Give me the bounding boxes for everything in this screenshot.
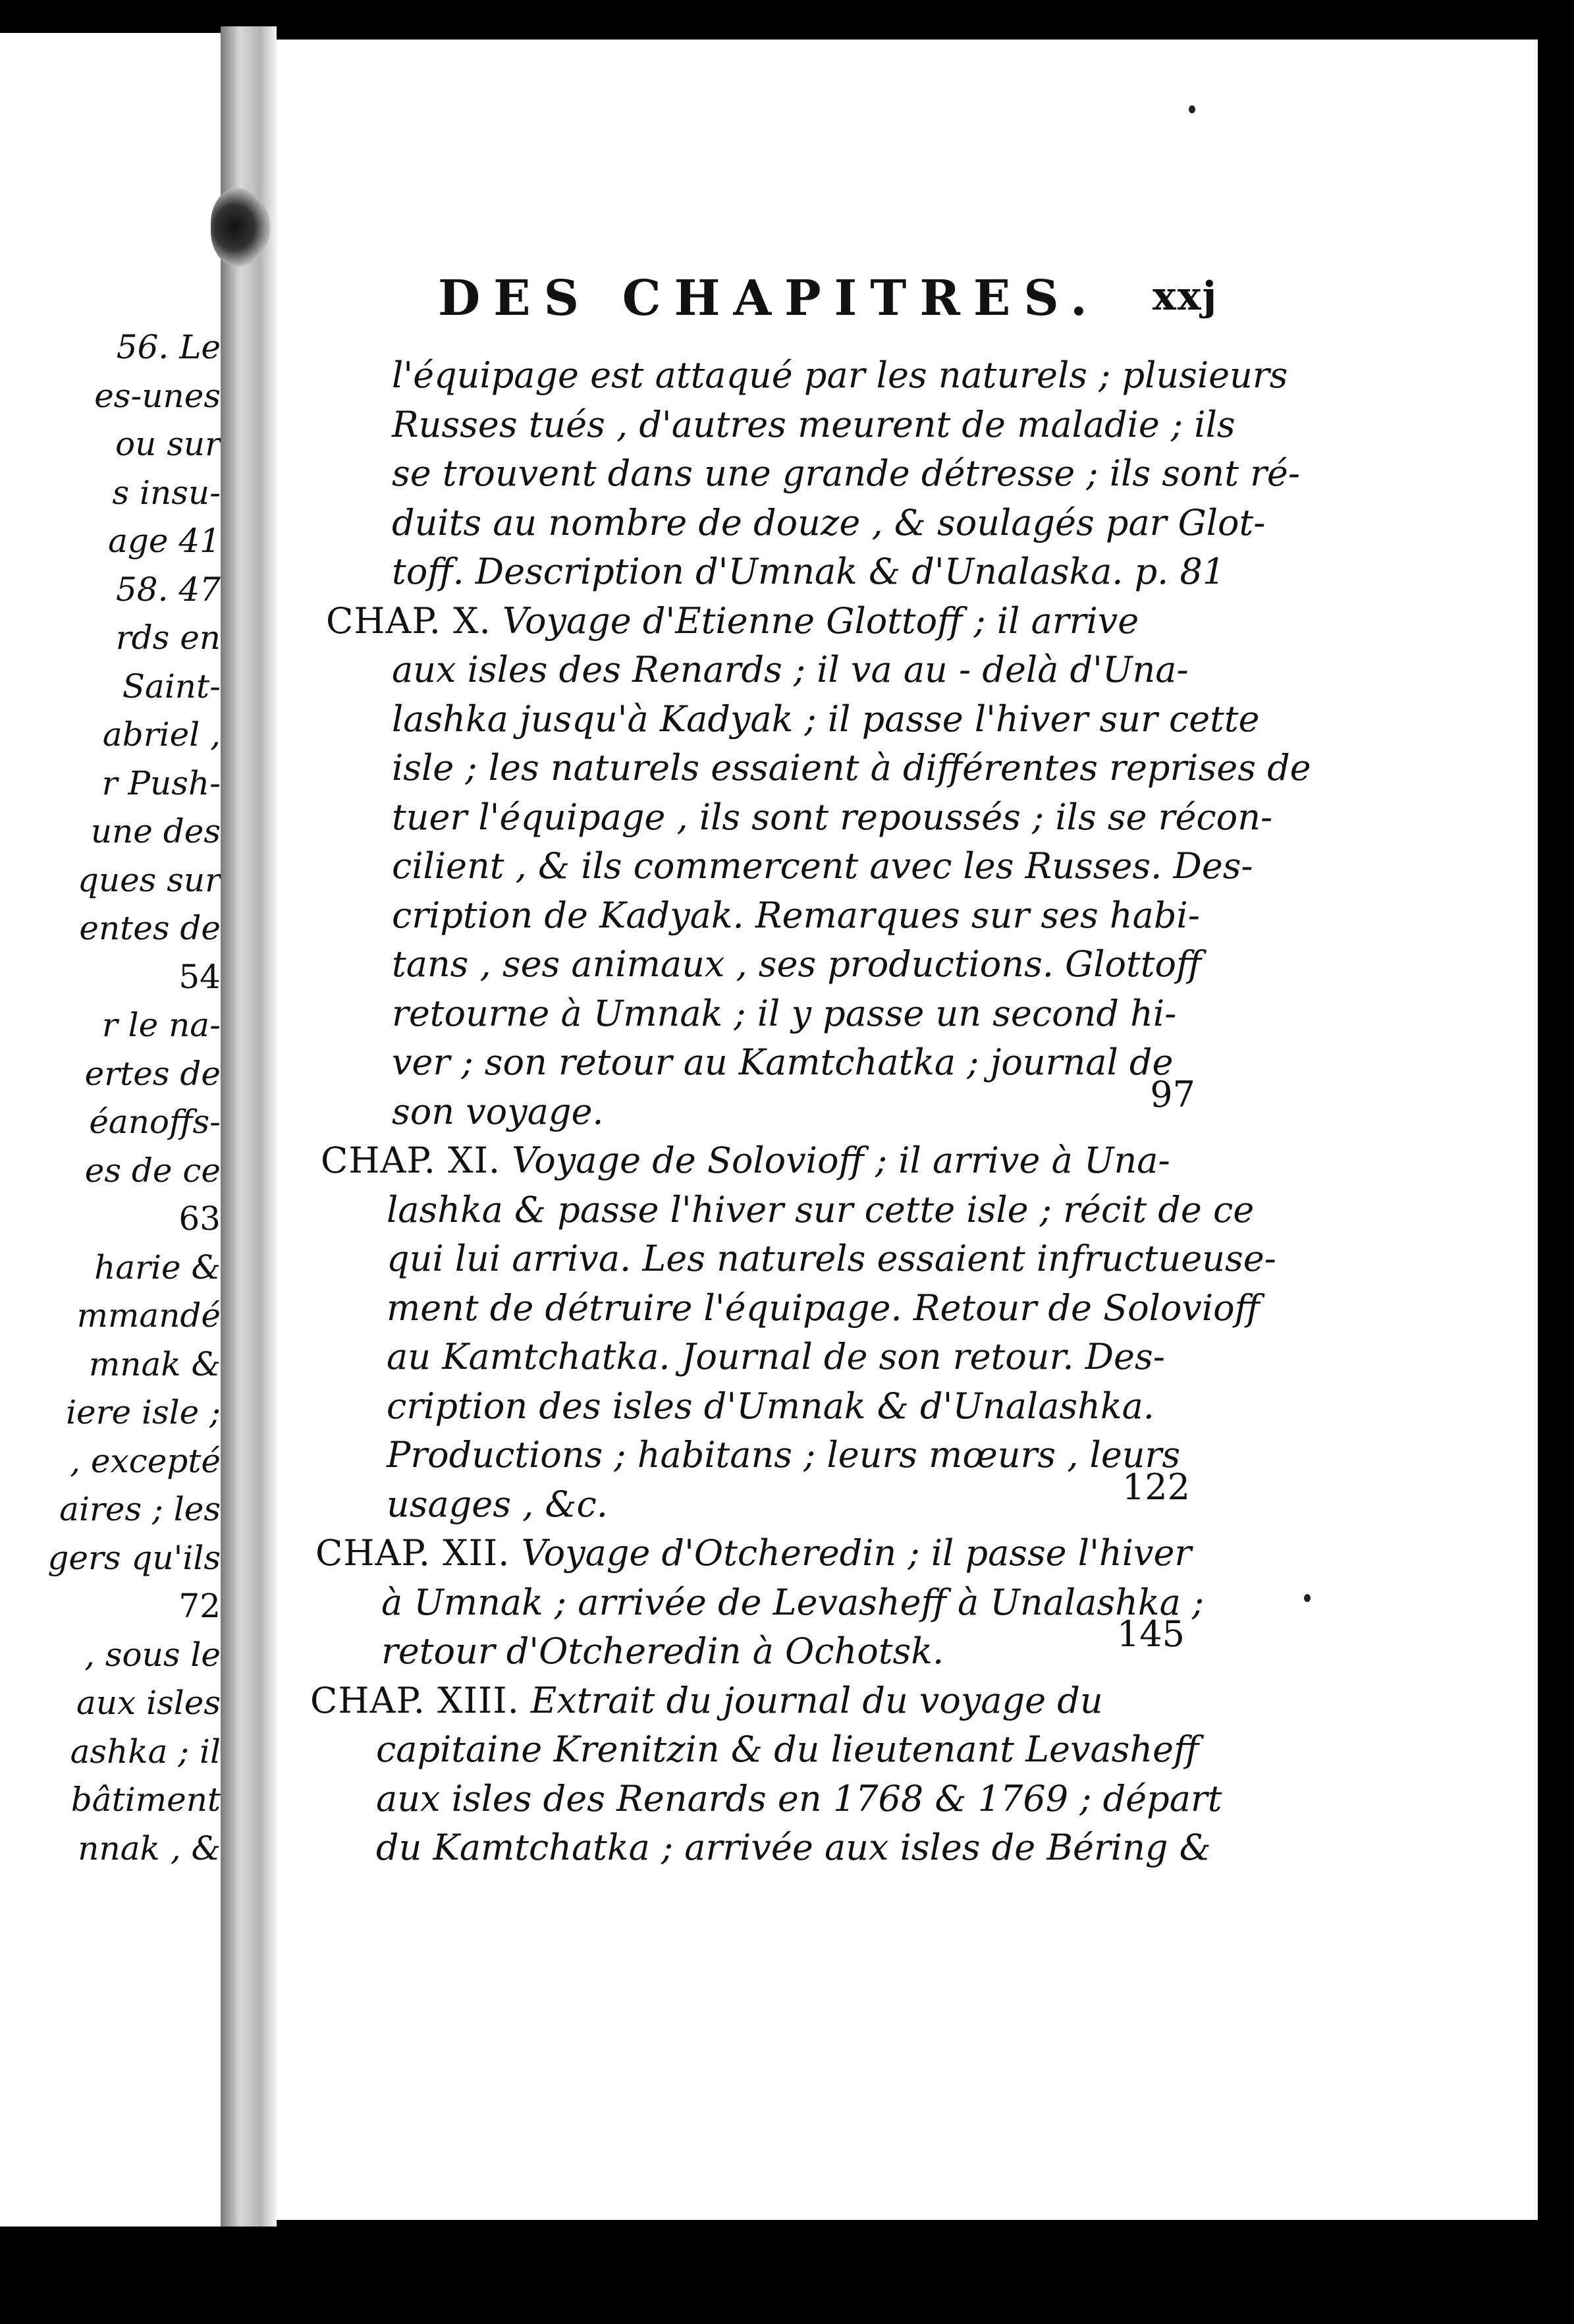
- left-page-line: r le na-: [101, 1006, 221, 1044]
- chapter-entry-heading: [326, 601, 1139, 641]
- chapter-first-line: Extrait du journal du voyage du: [530, 1679, 1103, 1721]
- left-page-line: éanoffs-: [89, 1103, 221, 1141]
- speck-mark: [1304, 1594, 1311, 1602]
- page-number-ref: 97: [1150, 1073, 1195, 1115]
- text-line: capitaine Krenitzin & du lieutenant Levasheff: [376, 1729, 1199, 1770]
- left-page-line: 58. 47: [115, 570, 221, 609]
- text-line: à Umnak ; arrivée de Levasheff à Unalashka ;: [381, 1581, 1205, 1623]
- chapter-label: CHAP. X.: [326, 599, 491, 642]
- left-page-line: aux isles: [76, 1684, 221, 1722]
- left-page-line: , sous le: [84, 1635, 221, 1674]
- text-line: usages , &c.: [387, 1483, 608, 1525]
- left-page-line: aires ; les: [59, 1490, 221, 1528]
- text-line: l'équipage est attaqué par les naturels ; plusieurs: [392, 354, 1288, 396]
- chapter-label: CHAP. XII.: [315, 1532, 510, 1574]
- left-page-line: nnak , &: [78, 1829, 221, 1868]
- text-line: aux isles des Renards ; il va au - delà d'Una-: [392, 649, 1189, 690]
- left-page-line: es-unes: [94, 376, 221, 415]
- left-page-line: harie &: [94, 1248, 221, 1286]
- left-page-line: mmandé: [76, 1296, 221, 1335]
- text-line: Russes tués , d'autres meurent de maladie ; ils: [392, 403, 1235, 445]
- left-page-line: entes de: [79, 909, 221, 947]
- left-page-line: s insu-: [112, 473, 221, 512]
- left-page-line: Saint-: [122, 667, 221, 706]
- text-line: au Kamtchatka. Journal de son retour. Des-: [387, 1336, 1165, 1377]
- chapter-entry-heading: [310, 1681, 1103, 1721]
- left-page-line: mnak &: [88, 1344, 221, 1383]
- text-line: lashka & passe l'hiver sur cette isle ; récit de ce: [387, 1188, 1255, 1231]
- running-head: DES CHAPITRES.: [438, 270, 1100, 327]
- text-line: ver ; son retour au Kamtchatka ; journal de: [392, 1041, 1174, 1083]
- page-number-ref: 122: [1122, 1466, 1190, 1508]
- text-line: du Kamtchatka ; arrivée aux isles de Béring &: [376, 1827, 1211, 1868]
- left-page-line: ertes de: [84, 1054, 221, 1093]
- left-page-line: une des: [90, 812, 221, 850]
- speck-mark: [1189, 105, 1195, 113]
- left-page-line: 72: [178, 1587, 221, 1625]
- left-page-line: es de ce: [84, 1151, 221, 1190]
- left-page-line: iere isle ;: [66, 1393, 221, 1431]
- text-line: isle ; les naturels essaient à différentes reprises de: [392, 747, 1311, 788]
- text-line: tans , ses animaux , ses productions. Glottoff: [392, 943, 1202, 985]
- text-line: se trouvent dans une grande détresse ; ils sont ré-: [392, 453, 1301, 494]
- left-page-line: rds en: [115, 619, 221, 657]
- text-line: toff. Description d'Umnak & d'Unalaska. p. 81: [392, 551, 1226, 592]
- text-line: lashka jusqu'à Kadyak ; il passe l'hiver sur cette: [392, 698, 1260, 740]
- left-page-line: ashka ; il: [70, 1732, 221, 1771]
- chapter-entry-heading: [321, 1141, 1170, 1180]
- text-line: ment de détruire l'équipage. Retour de Solovioff: [387, 1286, 1260, 1329]
- chapter-entry-heading: [315, 1534, 1191, 1573]
- left-page-line: ou sur: [115, 425, 221, 463]
- left-page-line: abriel ,: [102, 715, 221, 754]
- binding-stitch-mark: [211, 188, 270, 267]
- chapter-first-line: Voyage d'Etienne Glottoff ; il arrive: [502, 599, 1139, 642]
- text-line: cription des isles d'Umnak & d'Unalashka.: [387, 1385, 1154, 1427]
- chapter-label: CHAP. XIII.: [310, 1679, 520, 1721]
- main-page: [277, 40, 1538, 2220]
- chapter-label: CHAP. XI.: [321, 1140, 501, 1181]
- page-folio: xxj: [1153, 273, 1218, 319]
- left-page-line: ques sur: [77, 860, 221, 899]
- left-page-line: bâtiment: [70, 1781, 221, 1819]
- text-line: son voyage.: [392, 1090, 604, 1132]
- text-line: retour d'Otcheredin à Ochotsk.: [381, 1630, 944, 1672]
- left-page-line: r Push-: [101, 763, 221, 802]
- text-line: Productions ; habitans ; leurs mœurs , leurs: [387, 1434, 1181, 1476]
- left-page-line: , excepté: [70, 1441, 221, 1480]
- text-line: qui lui arriva. Les naturels essaient infructueuse-: [387, 1238, 1276, 1279]
- page-number-ref: 145: [1116, 1613, 1185, 1655]
- left-page-line: 63: [178, 1200, 221, 1238]
- left-page-line: 56. Le: [116, 328, 221, 366]
- facing-page-left: [0, 33, 221, 2227]
- text-line: duits au nombre de douze , & soulagés par Glot-: [392, 501, 1266, 543]
- text-line: cription de Kadyak. Remarques sur ses habi-: [392, 894, 1200, 936]
- chapter-first-line: Voyage de Solovioff ; il arrive à Una-: [512, 1140, 1170, 1181]
- book-gutter: [221, 26, 277, 2227]
- left-page-line: gers qu'ils: [47, 1538, 221, 1577]
- text-line: tuer l'équipage , ils sont repoussés ; ils se récon-: [392, 796, 1273, 838]
- left-page-line: 54: [178, 957, 221, 996]
- left-page-line: age 41: [108, 522, 221, 560]
- text-line: aux isles des Renards en 1768 & 1769 ; départ: [376, 1777, 1222, 1819]
- text-line: retourne à Umnak ; il y passe un second hi-: [392, 992, 1177, 1034]
- text-line: cilient , & ils commercent avec les Russes. Des-: [392, 845, 1253, 887]
- chapter-first-line: Voyage d'Otcheredin ; il passe l'hiver: [521, 1532, 1192, 1574]
